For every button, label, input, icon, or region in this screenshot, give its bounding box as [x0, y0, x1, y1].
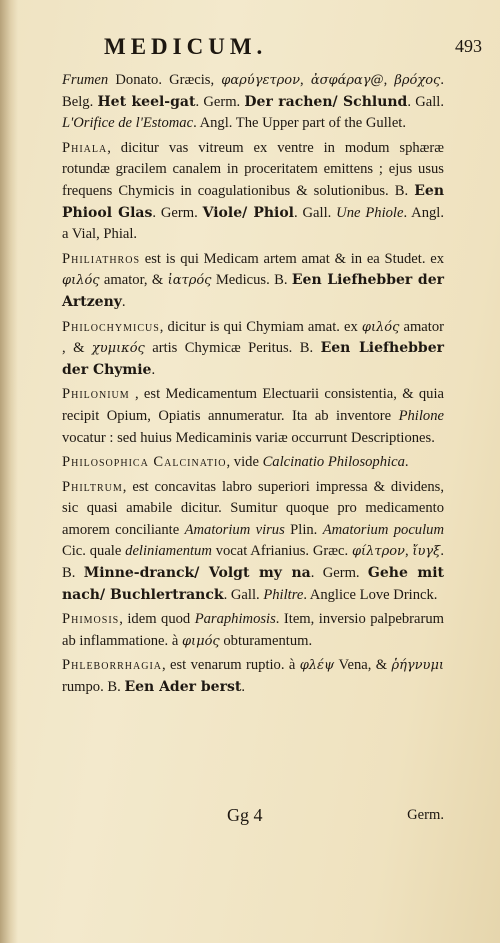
dictionary-entry	[62, 477, 444, 607]
greek-term: φαρύγετρον	[221, 73, 301, 88]
entry-text: rumpo. B.	[62, 679, 125, 696]
entry-text: amator , &	[62, 318, 444, 357]
greek-term: βρόχος	[394, 73, 441, 88]
entry-text: vocat Afrianius. Græc.	[211, 543, 352, 560]
headword: Phiala	[62, 139, 108, 156]
entry-text: amator, &	[99, 272, 168, 289]
greek-term: φλέψ	[299, 658, 335, 674]
greek-term: φιλός	[361, 319, 400, 335]
entry-text: . Belg.	[62, 72, 444, 110]
entry-text: est is qui Medicam artem amat & in ea Studet. ex	[140, 250, 444, 267]
page-footer	[62, 805, 444, 829]
greek-term: χυμικός	[91, 341, 145, 357]
entry-text: . Angl. The Upper part of the Gullet.	[193, 115, 407, 132]
entry-text: ,	[300, 72, 311, 88]
entry-text: . Gall.	[294, 204, 337, 221]
entry-text: ,	[404, 543, 413, 560]
greek-term: φιλός	[62, 273, 100, 289]
entry-text: . Item, inversio palpebrarum ab inflammatione. à	[62, 611, 444, 649]
dictionary-entry	[62, 609, 444, 652]
entry-text: .	[404, 454, 409, 471]
entry-text: ,	[383, 72, 395, 88]
entry-text: . Gall.	[407, 93, 444, 110]
entry-text: , dicitur vas vitreum ex ventre in modum sphæræ rotundæ gracilem canalem in proceritatem emittens ; ejus usus frequens Chymicis in coagulationibus & solutionibus. B.	[62, 139, 444, 199]
headword: Phimosis	[62, 611, 120, 628]
entry-text: , est concavitas labro superiori impressa & dividens, sic quasi amabile dicitur. Sumitur quoque pro medicamento amorem conciliante	[62, 478, 444, 538]
greek-term: ἴυγξ	[412, 544, 441, 560]
entry-text: Plin.	[284, 521, 323, 538]
headword: Philtrum	[62, 478, 123, 495]
blackletter-term: Der rachen/ Schlund	[244, 93, 408, 110]
dictionary-entry	[62, 452, 444, 474]
greek-term: φίλτρον	[351, 544, 405, 560]
greek-term: φιμός	[181, 633, 220, 649]
entry-text: , est Medicamentum Electuarii consistentia, & quia recipit Opium, Opiatis annumeratur. Ita ab inventore	[62, 386, 444, 424]
dictionary-entry	[62, 138, 444, 246]
italic-term: Frumen	[62, 72, 109, 88]
italic-term: L'Orifice de l'Estomac	[62, 115, 194, 132]
greek-term: ἀσφάραγ@	[310, 73, 384, 88]
blackletter-term: Minne-dranck/ Volgt my na	[83, 565, 311, 582]
italic-term: Amatorium poculum	[322, 521, 444, 538]
entry-text: Donato. Græcis,	[108, 72, 222, 88]
entry-text: Medicus. B.	[211, 272, 292, 289]
headword: Phleborrhagia	[62, 657, 163, 674]
entry-text: .	[151, 361, 156, 378]
entry-text: Vena, &	[334, 657, 392, 674]
entry-text: .	[241, 679, 245, 696]
italic-term: Paraphimosis	[194, 611, 276, 628]
dictionary-entry	[62, 249, 444, 314]
dictionary-entry	[62, 655, 444, 698]
italic-term: Calcinatio Philosophica	[262, 454, 405, 471]
entry-text: . Gall.	[223, 586, 264, 603]
entry-text: artis Chymicæ Peritus. B.	[144, 340, 321, 357]
greek-term: ἰατρός	[167, 273, 212, 289]
blackletter-term: Een Phiool Glas	[62, 182, 444, 221]
headword: Philochymicus	[62, 318, 160, 335]
running-head	[64, 34, 482, 64]
blackletter-term: Gehe mit nach/ Buchlertranck	[62, 565, 445, 603]
italic-term: Amatorium virus	[184, 521, 285, 538]
page-number: 493	[455, 36, 482, 56]
entry-text: , est venarum ruptio. à	[162, 657, 300, 674]
entry-text: .	[121, 293, 126, 310]
headword: Philonium	[62, 386, 130, 403]
entry-text: , idem quod	[119, 611, 195, 628]
entry-text: , vide	[226, 454, 263, 471]
blackletter-term: Een Ader berst	[124, 679, 242, 696]
headword: Philosophica Calcinatio	[62, 454, 227, 471]
entry-text: obturamentum.	[219, 632, 313, 649]
headword: Philiathros	[62, 250, 141, 267]
signature-mark: Gg 4	[227, 805, 263, 825]
entry-text: . Germ.	[195, 93, 245, 110]
catchword: Germ.	[407, 807, 444, 823]
dictionary-entry	[62, 70, 444, 135]
entry-text: . B.	[62, 543, 444, 582]
greek-term: ῥήγνυμι	[391, 658, 444, 674]
dictionary-entries	[62, 70, 444, 699]
entry-text: . Anglice Love Drinck.	[303, 586, 438, 603]
entry-text: . Germ.	[152, 204, 203, 221]
dictionary-entry	[62, 317, 444, 382]
italic-term: Une Phiole	[336, 204, 404, 221]
entry-text: , dicitur is qui Chymiam amat. ex	[159, 318, 362, 335]
entry-text: Cic. quale	[62, 543, 126, 560]
entry-text: vocatur : sed huius Medicaminis variæ occurrunt Descriptiones.	[62, 429, 435, 446]
blackletter-term: Een Liefhebber der Chymie	[62, 340, 445, 378]
blackletter-term: Het keel-gat	[97, 93, 196, 110]
blackletter-term: Een Liefhebber der Artzeny	[62, 272, 444, 310]
italic-term: Philone	[398, 407, 444, 424]
italic-term: deliniamentum	[125, 543, 212, 560]
entry-text: . Germ.	[310, 565, 368, 582]
italic-term: Philtre	[263, 586, 304, 603]
blackletter-term: Viole/ Phiol	[202, 204, 294, 221]
dictionary-entry	[62, 384, 444, 449]
entry-text: . Angl. a Vial, Phial.	[62, 204, 444, 243]
running-head-title: MEDICUM.	[104, 34, 268, 59]
